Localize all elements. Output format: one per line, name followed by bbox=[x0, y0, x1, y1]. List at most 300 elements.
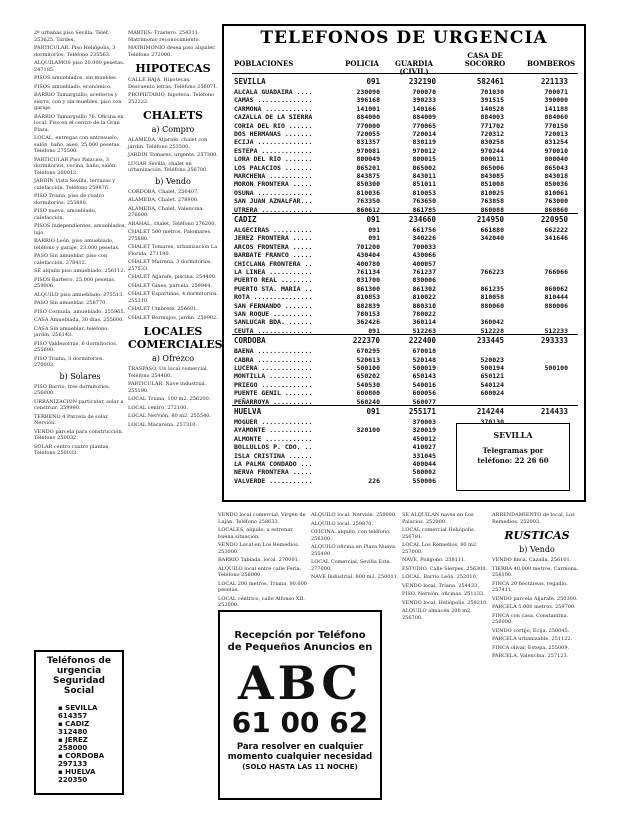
table-row bbox=[234, 318, 578, 326]
cell-guardia: 540016 bbox=[412, 380, 436, 389]
province-divider bbox=[232, 213, 578, 214]
cell-guardia: 400044 bbox=[412, 460, 436, 468]
table-divider bbox=[232, 73, 578, 74]
table-row bbox=[234, 96, 578, 104]
classified-ad: VENDO local, Triana. 254433. bbox=[402, 582, 479, 589]
cell-city: ARCOS FRONTERA ..... bbox=[234, 242, 313, 251]
abc-logo: ABC bbox=[237, 656, 363, 710]
classified-ad: PARCELA 5.000 metros. 259700. bbox=[492, 604, 576, 610]
cell-policia: 884000 bbox=[356, 113, 380, 122]
cell-policia: 810036 bbox=[356, 188, 380, 197]
abc-advert-box bbox=[218, 610, 382, 800]
cell-bomberos: 860062 bbox=[544, 284, 568, 293]
cell-city: HUELVA bbox=[234, 408, 262, 416]
classified-ad: ALQUILO piso amueblado. 275513. bbox=[34, 291, 124, 298]
classified-ad: CHALET Espartinas, 4 dormitorios. 255310. bbox=[128, 291, 218, 304]
cell-policia: 882839 bbox=[356, 301, 380, 310]
classified-ad: CALLE BAJA. Hipotecas. Descuento letras. Teléfono 256071. bbox=[128, 77, 218, 90]
table-row bbox=[234, 260, 578, 268]
cell-bomberos: 810061 bbox=[544, 188, 568, 197]
cell-policia: 800049 bbox=[356, 155, 380, 164]
seguridad-social-item: ▪ SEVILLA 614357 bbox=[58, 704, 98, 720]
classified-ad: BARRIO Tamarguillo, aceiteros y sierra, con y sin muebles, piso con garaje. bbox=[34, 92, 122, 111]
cell-guardia: 512263 bbox=[412, 326, 436, 335]
classifieds-column-left bbox=[34, 30, 126, 459]
cell-bomberos: 341646 bbox=[544, 234, 568, 243]
cell-guardia: 670018 bbox=[412, 347, 436, 356]
table-row bbox=[234, 293, 578, 301]
province-row bbox=[234, 408, 578, 416]
classified-ad: URBANIZACION particular, solar a construir. 259990. bbox=[34, 398, 124, 411]
cell-policia: 141001 bbox=[356, 104, 380, 113]
province-row bbox=[234, 337, 578, 345]
abc-line2: de Pequeños Anuncios en bbox=[227, 642, 373, 653]
table-row bbox=[234, 347, 578, 355]
table-row bbox=[234, 88, 578, 96]
cell-policia: 230090 bbox=[356, 88, 380, 96]
cell-socorro: 763858 bbox=[480, 197, 504, 206]
classified-ad: LOCAL, Barrio León. 252010. bbox=[402, 574, 478, 580]
cell-city: MOGUER ............. bbox=[234, 418, 313, 426]
classified-ad: LUGAR Sevilla, chalet en urbanización. Teléfono 256700. bbox=[128, 160, 208, 173]
cell-policia: 650202 bbox=[356, 372, 380, 381]
cell-guardia: 234660 bbox=[408, 215, 436, 224]
cell-city: MONTILLA ........... bbox=[234, 372, 313, 381]
seguridad-social-title: Teléfonos de urgencia Seguridad Social bbox=[47, 656, 111, 696]
classified-ad: PISO Triana, 3 dormitorios. 270003. bbox=[34, 355, 105, 368]
seguridad-social-box bbox=[34, 650, 124, 795]
classified-ad: ALQUILO local, Nervión. 250000. bbox=[311, 512, 397, 518]
cell-guardia: 340226 bbox=[412, 234, 436, 243]
classified-ad: PISOS Barbero, 25.000 pesetas. 259006. bbox=[34, 276, 116, 289]
cell-socorro: 766223 bbox=[480, 268, 504, 276]
cell-guardia: 700070 bbox=[412, 88, 436, 96]
classified-ad: CHALET 500 metros, Palomares. 275880. bbox=[128, 229, 212, 242]
classifieds-column-lower-2 bbox=[311, 512, 401, 583]
table-row bbox=[234, 197, 578, 205]
classified-ad: SOLAR centro cuatro plantas, Teléfono 250033. bbox=[34, 443, 110, 456]
classified-ad: BARRIO Tamarguillo 76. Oficina en local. Piso en el centro de la Gran Plaza. bbox=[34, 113, 124, 133]
classified-ad: ALQUILO oficina en Plaza Nueva. 255400. bbox=[311, 544, 397, 557]
table-row bbox=[234, 122, 578, 130]
classified-ad: CHALET Gines, parcela. 259944. bbox=[128, 282, 212, 289]
cell-city: SEVILLA bbox=[234, 78, 266, 86]
cell-socorro: 370130 bbox=[480, 418, 504, 426]
seguridad-social-item: ▪ HUELVA 220350 bbox=[58, 768, 96, 784]
abc-foot2: momento cualquier necesidad bbox=[227, 752, 373, 762]
cell-bomberos: 810444 bbox=[544, 293, 568, 302]
header-policia: POLICIA bbox=[345, 59, 379, 68]
classified-ad: PISO Cernuda, amueblado. 255965. bbox=[34, 308, 126, 315]
cell-guardia: 580002 bbox=[412, 468, 436, 477]
cell-policia: 720055 bbox=[356, 130, 380, 138]
cell-guardia: 400057 bbox=[412, 259, 436, 268]
subheading-vendo: b) Vendo bbox=[155, 176, 191, 186]
classified-ad: TIERRA 40.000 metros, Carmona. 258100. bbox=[492, 565, 579, 578]
cell-socorro: 342040 bbox=[480, 234, 504, 243]
classified-ad: PARTICULAR. Nave industrial. 255190. bbox=[128, 381, 207, 394]
classified-ad: PASO Sin amueblar. 258770. bbox=[34, 300, 107, 306]
cell-bomberos: 800040 bbox=[544, 155, 568, 164]
classified-ad: LOCAL Triana, 100 m2. 256200. bbox=[128, 396, 211, 402]
table-row bbox=[234, 226, 578, 234]
cell-socorro: 540124 bbox=[480, 380, 504, 389]
cell-city: CHICLANA FRONTERA .. bbox=[234, 259, 313, 268]
classified-ad: VENDO cortijo, Écija. 250045. bbox=[492, 627, 570, 634]
cell-bomberos: 763000 bbox=[544, 197, 568, 206]
cell-bomberos: 141188 bbox=[544, 104, 568, 113]
cell-city: DOS HERMANAS ....... bbox=[234, 130, 313, 138]
cell-guardia: 331045 bbox=[412, 451, 436, 460]
sevilla-note-line1: Telegramas por bbox=[482, 446, 544, 455]
cell-guardia: 780022 bbox=[412, 310, 436, 318]
cell-city: MORON FRONTERA ..... bbox=[234, 180, 313, 189]
classified-ad: ALAMEDA, Chalet. 278900. bbox=[128, 197, 199, 203]
table-row bbox=[234, 172, 578, 180]
cell-city: CARMONA ............ bbox=[234, 104, 313, 113]
cell-socorro: 720312 bbox=[480, 130, 504, 138]
header-casa-socorro: CASA DE SOCORRO bbox=[464, 51, 506, 68]
classified-ad: PASO Sin amueblar, piso con calefacción. 278412. bbox=[34, 253, 108, 266]
cell-policia: 970081 bbox=[356, 146, 380, 155]
subheading-solares: b) Solares bbox=[59, 371, 101, 381]
cell-socorro: 701030 bbox=[480, 88, 504, 96]
sevilla-note-title: SEVILLA bbox=[493, 430, 533, 440]
cell-guardia: 861785 bbox=[412, 205, 436, 214]
classified-ad: PISOS independientes, amueblados, lujo. bbox=[34, 223, 126, 236]
classified-ad: CHALET Bormujos, jardín. 259902. bbox=[128, 314, 218, 321]
classified-ad: VENDO parcela para construcción. Teléfono 250032. bbox=[34, 428, 124, 441]
cell-city: LA PALMA CONDADO ... bbox=[234, 460, 313, 468]
cell-guardia: 880310 bbox=[412, 301, 436, 310]
table-row bbox=[234, 243, 578, 251]
classified-ad: VENDO Local en Los Remedios. 253000. bbox=[218, 542, 300, 555]
classified-ad: ALQUILO local. 259870. bbox=[311, 520, 374, 527]
cell-city: PUERTO STA. MARIA .. bbox=[234, 284, 313, 293]
cell-policia: 810853 bbox=[356, 293, 380, 302]
cell-city: LA LINEA ........... bbox=[234, 268, 313, 276]
classified-ad: PISO, Nervión, oficinas. 251133. bbox=[402, 591, 485, 597]
cell-socorro: 810058 bbox=[480, 293, 504, 302]
cell-policia: 850300 bbox=[356, 180, 380, 189]
classified-ad: MATRIMONIO desea piso alquiler. Teléfono 272000. bbox=[128, 45, 216, 58]
classified-ad: ARAHAL, chalet, Teléfono 276200. bbox=[128, 220, 217, 227]
cell-policia: 091 bbox=[368, 226, 380, 234]
classifieds-column-lower-3 bbox=[402, 512, 490, 623]
header-poblaciones: POBLACIONES bbox=[234, 59, 294, 68]
cell-socorro: 851008 bbox=[480, 180, 504, 189]
abc-foot3: (SOLO HASTA LAS 11 NOCHE) bbox=[242, 763, 358, 771]
cell-city: PEÑARROYA .......... bbox=[234, 397, 313, 406]
classified-ad: FINCA 20 hectáreas, regadío. 257411. bbox=[492, 580, 568, 593]
cell-guardia: 800015 bbox=[412, 155, 436, 164]
cell-policia: 831357 bbox=[356, 138, 380, 147]
classified-ad: PISO Valdezorras, 6 dormitorios. 255690. bbox=[34, 340, 118, 353]
cell-bomberos: 860860 bbox=[544, 205, 568, 214]
cell-bomberos: 865043 bbox=[544, 163, 568, 172]
cell-socorro: 865006 bbox=[480, 163, 504, 172]
cell-socorro: 970244 bbox=[480, 146, 504, 155]
cell-city: AYAMONTE ........... bbox=[234, 426, 313, 435]
province-row bbox=[234, 216, 578, 224]
cell-socorro: 771702 bbox=[480, 121, 504, 130]
classified-ad: LOCAL céntrico, calle Alfonso XII. 252000. bbox=[218, 595, 305, 608]
cell-city: CORDOBA bbox=[234, 337, 266, 346]
cell-city: CAZALLA DE LA SIERRA bbox=[234, 113, 313, 122]
classified-ad: SE alquila piso amueblado. 256112. bbox=[34, 268, 126, 274]
classified-ad: LOCALES, alquilo, a estrenar, buena situación. bbox=[218, 527, 294, 540]
cell-guardia: 810022 bbox=[412, 293, 436, 302]
table-row bbox=[234, 234, 578, 242]
seguridad-social-item: ▪ CORDOBA 297133 bbox=[58, 752, 105, 768]
cell-socorro: 843085 bbox=[480, 172, 504, 180]
header-bomberos: BOMBEROS bbox=[526, 59, 576, 68]
cell-policia: 091 bbox=[366, 407, 380, 416]
cell-city: LORA DEL RIO ....... bbox=[234, 155, 313, 164]
classified-ad: ESTUDIO, Calle Sierpes. 256300. bbox=[402, 565, 488, 572]
cell-city: LOS PALACIOS ....... bbox=[234, 163, 313, 172]
cell-socorro: 861235 bbox=[480, 284, 504, 293]
cell-guardia: 255171 bbox=[408, 407, 436, 416]
section-heading-rusticas: RUSTICAS bbox=[504, 529, 570, 542]
subheading-rusticas-vendo: b) Vendo bbox=[519, 545, 555, 554]
cell-socorro: 582461 bbox=[476, 77, 504, 86]
cell-guardia: 884009 bbox=[412, 113, 436, 122]
cell-city: SAN ROQUE .......... bbox=[234, 310, 313, 318]
table-row bbox=[234, 310, 578, 318]
classified-ad: CHALET Tomares, urbanización La Florida. 271180. bbox=[128, 244, 218, 257]
classified-ad: BARRIO León, piso amueblado, teléfono y garaje, 23.000 pesetas. bbox=[34, 238, 120, 251]
cell-bomberos: 390000 bbox=[544, 96, 568, 105]
cell-city: ROTA ............... bbox=[234, 293, 313, 302]
table-row bbox=[234, 113, 578, 121]
cell-socorro: 233445 bbox=[476, 336, 504, 346]
classified-ad: CASA Amueblada, 30 días. 255600. bbox=[34, 317, 124, 323]
classified-ad: TRASPASO. Un local comercial. Teléfono 254400. bbox=[128, 366, 209, 379]
abc-phone: 61 00 62 bbox=[231, 706, 369, 739]
classified-ad: CORDOBA, Chalet, 256407. bbox=[128, 188, 199, 195]
cell-city: PRIEGO ............. bbox=[234, 380, 313, 389]
cell-socorro: 500194 bbox=[480, 364, 504, 372]
cell-policia: 701200 bbox=[356, 242, 380, 251]
cell-socorro: 830258 bbox=[480, 138, 504, 147]
cell-socorro: 810025 bbox=[480, 188, 504, 197]
classified-ad: PARCELA urbanizable. 251122. bbox=[492, 636, 573, 642]
cell-guardia: 770065 bbox=[412, 121, 436, 130]
cell-policia: 091 bbox=[366, 77, 380, 86]
classified-ad: ARRENDAMIENTO de local, Los Remedios. 252003. bbox=[492, 512, 575, 525]
cell-policia: 226 bbox=[368, 476, 380, 485]
cell-bomberos: 720013 bbox=[544, 130, 568, 138]
cell-policia: 400780 bbox=[356, 259, 380, 268]
cell-socorro: 140528 bbox=[480, 104, 504, 113]
cell-bomberos: 766066 bbox=[544, 268, 568, 276]
cell-policia: 770000 bbox=[356, 121, 380, 130]
cell-guardia: 700033 bbox=[412, 242, 436, 251]
cell-guardia: 600056 bbox=[412, 389, 436, 398]
classified-ad: PISO nuevo, amueblado, calefacción. bbox=[34, 208, 97, 221]
cell-guardia: 320019 bbox=[412, 426, 436, 435]
classified-ad: MARTES: Trastero. 254311. Matrimonio reconocimiento. bbox=[128, 30, 201, 43]
cell-guardia: 861302 bbox=[412, 284, 436, 293]
cell-guardia: 560077 bbox=[412, 397, 436, 406]
classified-ad: LOCAL comercial Heliópolis. 256781. bbox=[402, 527, 476, 540]
cell-city: ALCALA GUADAIRA .... bbox=[234, 88, 313, 96]
seguridad-social-item: ▪ JEREZ 258000 bbox=[58, 736, 88, 752]
cell-policia: 091 bbox=[368, 326, 380, 335]
cell-bomberos: 500100 bbox=[544, 364, 568, 372]
table-row bbox=[234, 189, 578, 197]
table-row bbox=[234, 164, 578, 172]
classified-ad: LOCAL 200 metros, Triana, 90.000 pesetas. bbox=[218, 580, 307, 593]
classified-ad: TERRENO 4 Parcela de solar. Nervión. bbox=[34, 413, 109, 426]
cell-guardia: 720014 bbox=[412, 130, 436, 138]
classifieds-column-lower-4 bbox=[492, 512, 582, 662]
cell-bomberos: 843018 bbox=[544, 172, 568, 180]
table-row bbox=[234, 364, 578, 372]
cell-policia: 763350 bbox=[356, 197, 380, 206]
cell-city: ESTEPA ............. bbox=[234, 146, 313, 155]
classified-ad: ALQUILO almacén 200 m2. 256700. bbox=[402, 608, 472, 621]
table-row bbox=[234, 251, 578, 259]
cell-policia: 560240 bbox=[356, 397, 380, 406]
seguridad-social-item: ▪ CADIZ 312480 bbox=[58, 720, 90, 736]
table-row bbox=[234, 381, 578, 389]
cell-city: SAN FERNANDO ....... bbox=[234, 301, 313, 310]
classified-ad: JARDÍN Vista Sevilla, terrazas y calefacción. Teléfono 259876. bbox=[34, 178, 116, 191]
cell-guardia: 370003 bbox=[412, 418, 436, 426]
table-row bbox=[234, 302, 578, 310]
cell-city: ALGECIRAS .......... bbox=[234, 226, 313, 234]
cell-socorro: 661880 bbox=[480, 226, 504, 234]
classified-ad: CHALET Mairena, 3 dormitorios. 257533. bbox=[128, 259, 213, 272]
cell-policia: 500100 bbox=[356, 364, 380, 372]
cell-policia: 761134 bbox=[356, 268, 380, 276]
classified-ad: PISOS amueblado, económico. bbox=[34, 83, 112, 90]
cell-socorro: 512228 bbox=[480, 326, 504, 335]
cell-guardia: 851011 bbox=[412, 180, 436, 189]
cell-guardia: 661756 bbox=[412, 226, 436, 234]
classified-ad: CASA Sin amueblar, teléfono, jardín. 256143. bbox=[34, 325, 109, 338]
classified-ad: LOCAL centro. 272100. bbox=[128, 404, 188, 411]
header-guardia-civil: GUARDIA (CIVIL) bbox=[395, 59, 433, 76]
cell-guardia: 360114 bbox=[412, 318, 436, 327]
classified-ad: VENDO finca, Cazalla. 256101. bbox=[492, 557, 572, 563]
cell-guardia: 865002 bbox=[412, 163, 436, 172]
cell-guardia: 410027 bbox=[412, 443, 436, 452]
cell-policia: 222370 bbox=[352, 336, 380, 346]
classified-ad: LOCAL Los Remedios, 80 m2. 257000. bbox=[402, 542, 478, 555]
classified-ad: 2º urbanas piso Sevilla. Teléf. 253625. Tardes. bbox=[34, 30, 110, 43]
classified-ad: LOCAL Nervión, 80 m2. 255540. bbox=[128, 413, 212, 419]
cell-guardia: 430066 bbox=[412, 251, 436, 260]
classified-ad: LOCAL Comercial, Sevilla Este. 277000. bbox=[311, 559, 392, 572]
table-row bbox=[234, 155, 578, 163]
table-row bbox=[234, 138, 578, 146]
cell-city: UTRERA ............. bbox=[234, 205, 313, 214]
cell-policia: 861300 bbox=[356, 284, 380, 293]
classifieds-column-lower-1 bbox=[218, 512, 310, 611]
cell-socorro: 880060 bbox=[480, 301, 504, 310]
cell-bomberos: 884060 bbox=[544, 113, 568, 122]
cell-guardia: 390233 bbox=[412, 96, 436, 105]
cell-bomberos: 214433 bbox=[540, 407, 568, 416]
cell-bomberos: 770150 bbox=[544, 121, 568, 130]
classified-ad: FINCA olivar, Estepa. 255009. bbox=[492, 644, 570, 651]
cell-bomberos: 512233 bbox=[544, 326, 568, 335]
table-row bbox=[234, 276, 578, 284]
subheading-compro: a) Compro bbox=[151, 125, 195, 134]
cell-policia: 780153 bbox=[356, 310, 380, 318]
cell-socorro: 520023 bbox=[480, 355, 504, 364]
table-row bbox=[234, 130, 578, 138]
cell-guardia: 970012 bbox=[412, 146, 436, 155]
cell-city: JEREZ FRONTERA ..... bbox=[234, 234, 313, 243]
cell-city: ISLA CRISTINA ...... bbox=[234, 451, 313, 460]
classified-ad: ALAMEDA. Aljarafe, chalet con jardín. Teléfono 253500. bbox=[128, 137, 208, 150]
classified-ad: FINCA con casa, Constantina. 256000. bbox=[492, 612, 569, 625]
cell-guardia: 830119 bbox=[412, 138, 436, 147]
cell-city: BOLLULLOS P. CDO. .. bbox=[234, 443, 313, 452]
cell-guardia: 761237 bbox=[412, 268, 436, 276]
classified-ad: VENDO parcela Aljarafe. 250300. bbox=[492, 595, 578, 602]
table-row bbox=[234, 372, 578, 380]
cell-guardia: 763650 bbox=[412, 197, 436, 206]
cell-guardia: 830006 bbox=[412, 276, 436, 285]
cell-guardia: 520148 bbox=[412, 355, 436, 364]
table-row bbox=[234, 389, 578, 397]
cell-guardia: 140166 bbox=[412, 104, 436, 113]
cell-city: CEUTA .............. bbox=[234, 326, 313, 335]
abc-foot1: Para resolver en cualquier bbox=[236, 742, 364, 752]
cell-socorro: 214950 bbox=[476, 215, 504, 224]
cell-guardia: 843011 bbox=[412, 172, 436, 180]
cell-socorro: 600024 bbox=[480, 389, 504, 398]
cell-city: PUENTE GENIL ....... bbox=[234, 389, 313, 398]
cell-policia: 860612 bbox=[356, 205, 380, 214]
classified-ad: CHALET Umbrete. 256601. bbox=[128, 306, 199, 312]
sevilla-telegram-note bbox=[456, 423, 570, 491]
classifieds-column-middle bbox=[128, 30, 223, 430]
cell-city: CORIA DEL RIO ...... bbox=[234, 121, 313, 130]
cell-city: SANLUCAR BDA. ...... bbox=[234, 318, 313, 327]
cell-city: PUERTO REAL ........ bbox=[234, 276, 313, 285]
cell-policia: 865201 bbox=[356, 163, 380, 172]
cell-socorro: 391515 bbox=[480, 96, 504, 105]
cell-policia: 091 bbox=[366, 215, 380, 224]
cell-policia: 396168 bbox=[356, 96, 380, 105]
cell-policia: 430404 bbox=[356, 251, 380, 260]
cell-city: BAENA .............. bbox=[234, 347, 313, 356]
cell-bomberos: 221133 bbox=[540, 77, 568, 86]
classified-ad: PISO Barrio, tres dormitorios. 256000. bbox=[34, 383, 111, 396]
cell-policia: 540530 bbox=[356, 380, 380, 389]
table-row bbox=[234, 268, 578, 276]
cell-city: NERVA FRONTERA ..... bbox=[234, 468, 313, 477]
section-heading-hipotecas: HIPOTECAS bbox=[135, 62, 211, 75]
classified-ad: PARCELA, Valencina. 257123. bbox=[492, 653, 569, 659]
cell-guardia: 232190 bbox=[408, 77, 436, 86]
cell-city: CABRA .............. bbox=[234, 355, 313, 364]
classified-ad: LOCAL, entregas con entresuelo, salón, baño, aseo, 25.000 pesetas. Teléfono 275500. bbox=[34, 135, 121, 154]
cell-socorro: 800011 bbox=[480, 155, 504, 164]
cell-bomberos: 293333 bbox=[540, 336, 568, 346]
cell-socorro: 884003 bbox=[480, 113, 504, 122]
cell-city: CADIZ bbox=[234, 216, 257, 224]
classified-ad: ALQUILAMOS piso 20.000 pesetas. 247185. bbox=[34, 60, 125, 73]
table-row bbox=[234, 285, 578, 293]
classified-ad: PARTICULAR Piso Palacios, 3 dormitorios, cocina, baño, salón. Teléfono 260012. bbox=[34, 156, 117, 176]
